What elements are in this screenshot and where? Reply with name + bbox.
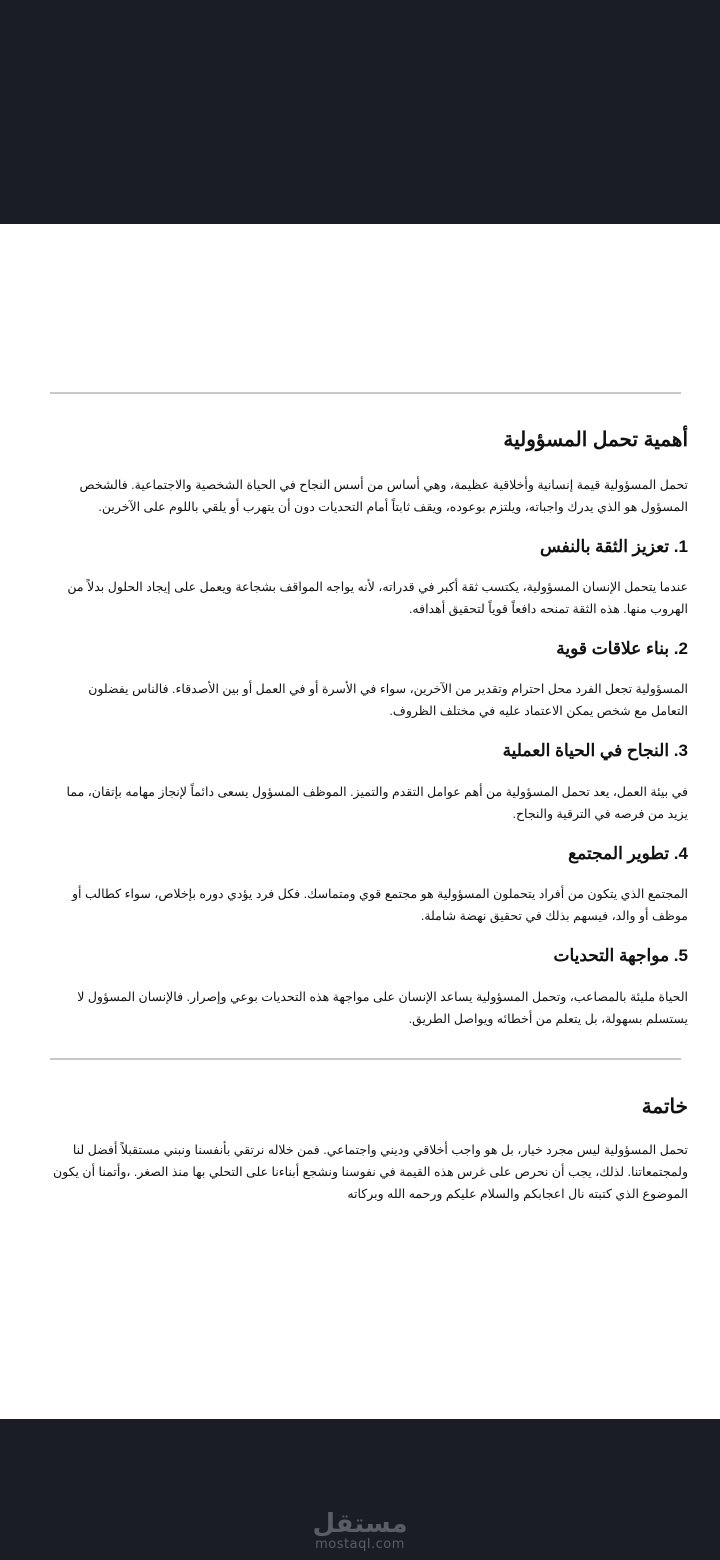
document-title: أهمية تحمل المسؤولية <box>503 429 688 451</box>
top-dark-bar <box>0 0 720 224</box>
section-body-1: عندما يتحمل الإنسان المسؤولية، يكتسب ثقة أكبر في قدراته، لأنه يواجه المواقف بشجاعة ويعمل على إيجاد الحلول بدلاً من الهروب منها. هذه الثقة تمنحه دافعاً قوياً لتحقيق أهدافه. <box>67 580 688 616</box>
logo-domain: mostaql.com <box>315 1537 405 1552</box>
intro-paragraph: تحمل المسؤولية قيمة إنسانية وأخلاقية عظيمة، وهي أساس من أسس النجاح في الحياة الشخصية والاجتماعية. فالشخص المسؤول هو الذي يدرك واجباته، ويلتزم بوعوده، ويقف ثابتاً أمام التحديات دون أن يتهرب أو يلقي باللوم على الآخرين. <box>79 478 688 514</box>
logo-wordmark: مستقل <box>312 1509 408 1539</box>
section-title-5: 5. مواجهة التحديات <box>553 946 688 965</box>
section-title-3: 3. النجاح في الحياة العملية <box>502 741 688 760</box>
section-title-1: 1. تعزيز الثقة بالنفس <box>539 537 688 556</box>
section-title-4: 4. تطوير المجتمع <box>568 844 688 863</box>
section-body-2: المسؤولية تجعل الفرد محل احترام وتقدير من الآخرين، سواء في الأسرة أو في العمل أو بين الأصدقاء. فالناس يفضلون التعامل مع شخص يمكن الاعتماد عليه في مختلف الظروف. <box>88 682 688 718</box>
document-page <box>0 224 720 1419</box>
bottom-divider <box>50 1058 681 1060</box>
conclusion-body: تحمل المسؤولية ليس مجرد خيار، بل هو واجب أخلاقي وديني واجتماعي. فمن خلاله نرتقي بأنفسنا ونبني مستقبلاً أفضل لنا ولمجتمعاتنا. لذلك، يجب أن نحرص على غرس هذه القيمة في نفوسنا ونشجع أبناءنا على التحلي بها منذ الصغر. ،وأتمنا أن يكون الموضوع الذي كتبته نال اعجابكم والسلام عليكم ورحمه الله وبركاته <box>52 1143 688 1201</box>
section-body-5: الحياة مليئة بالمصاعب، وتحمل المسؤولية يساعد الإنسان على مواجهة هذه التحديات بوعي وإصرار. فالإنسان المسؤول لا يستسلم بسهولة، بل يتعلم من أخطائه ويواصل الطريق. <box>77 990 688 1026</box>
document-body <box>48 224 688 1419</box>
section-title-2: 2. بناء علاقات قوية <box>556 639 688 658</box>
section-body-4: المجتمع الذي يتكون من أفراد يتحملون المسؤولية هو مجتمع قوي ومتماسك. فكل فرد يؤدي دوره بإخلاص، سواء كطالب أو موظف أو والد، فيسهم بذلك في تحقيق نهضة شاملة. <box>72 887 688 923</box>
mostaql-logo[interactable] <box>0 1510 720 1552</box>
section-body-3: في بيئة العمل، يعد تحمل المسؤولية من أهم عوامل التقدم والتميز. الموظف المسؤول يسعى دائماً لإنجاز مهامه بإتقان، مما يزيد من فرصه في الترقية والنجاح. <box>66 785 688 821</box>
conclusion-title: خاتمة <box>641 1096 688 1118</box>
